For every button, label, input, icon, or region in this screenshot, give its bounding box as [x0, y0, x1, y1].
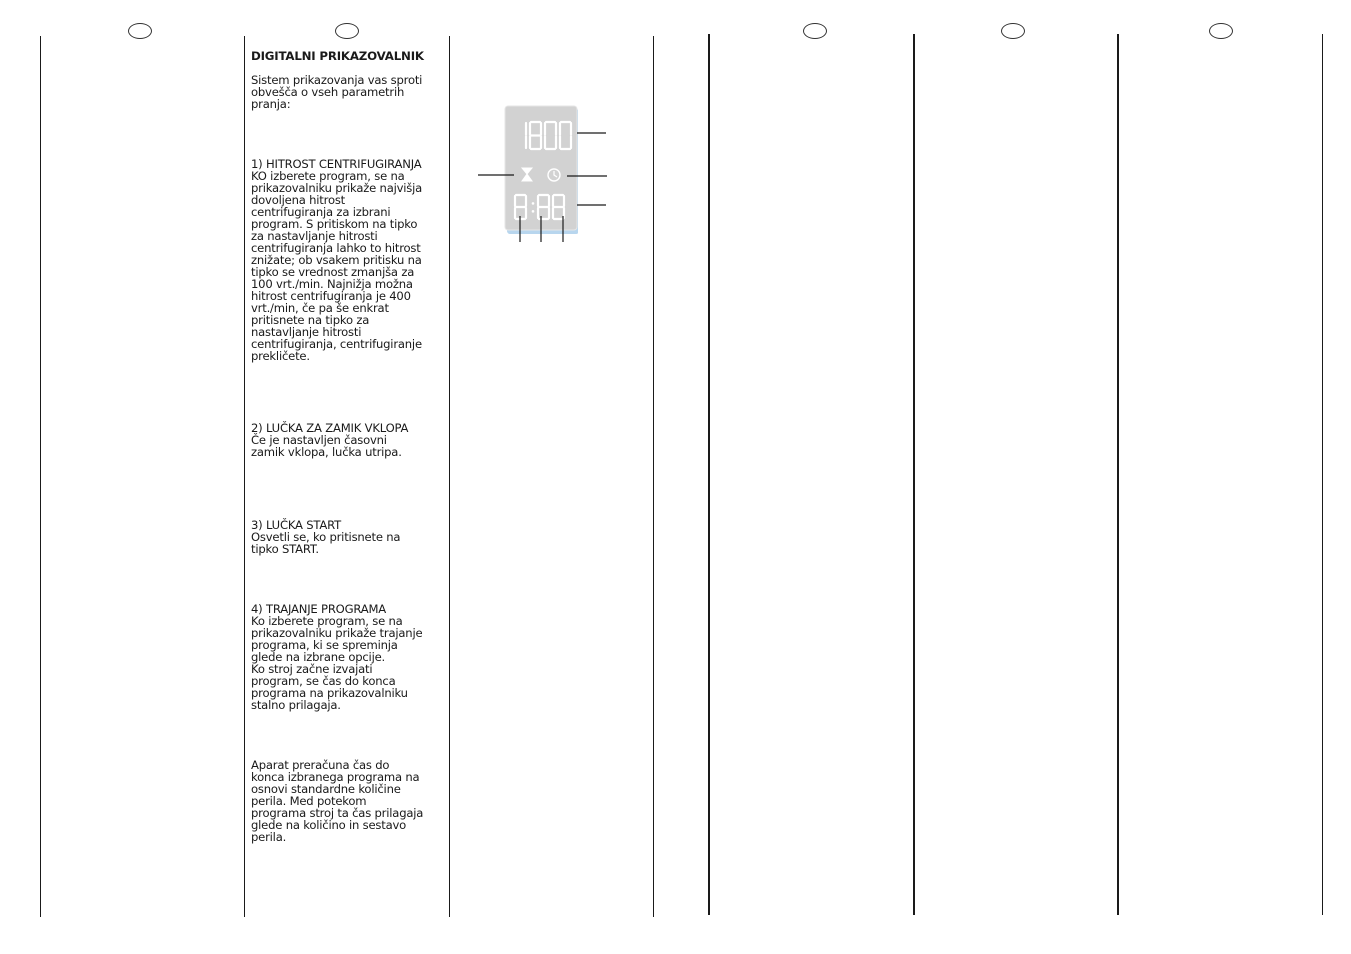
- section-heading: DIGITALNI PRIKAZOVALNIK: [251, 49, 424, 63]
- section-body-delay-light: Če je nastavljen časovni zamik vklopa, lučka utripa.: [251, 433, 402, 459]
- column-rule-5: [708, 34, 710, 915]
- column-rule-2: [244, 36, 245, 917]
- callout-lines: [476, 120, 616, 246]
- column-rule-7: [1117, 34, 1119, 915]
- column-rule-6: [913, 34, 915, 915]
- section-title-program-duration: 4) TRAJANJE PROGRAMA: [251, 602, 387, 616]
- section-body-program-duration: Ko izberete program, se na prikazovalniku prikaže trajanje programa, ki se spreminja glede na izbrane opcije. Ko stroj začne izvajati program, se čas do konca programa na prikazovalniku stalno prilagaja.: [251, 614, 423, 712]
- section-title-delay-light: 2) LUČKA ZA ZAMIK VKLOPA: [251, 421, 409, 435]
- language-oval: [803, 23, 827, 39]
- column-rule-3: [449, 36, 450, 917]
- language-oval: [1209, 23, 1233, 39]
- language-oval: [1001, 23, 1025, 39]
- closing-text: Aparat preračuna čas do konca izbranega programa na osnovi standardne količine perila. Med potekom programa stroj ta čas prilagaja glede na količino in sestavo perila.: [251, 758, 424, 844]
- column-rule-4: [653, 36, 654, 917]
- section-title-spin-speed: 1) HITROST CENTRIFUGIRANJA: [251, 157, 422, 171]
- column-rule-1: [40, 36, 41, 917]
- section-title-start-light: 3) LUČKA START: [251, 518, 342, 532]
- language-oval: [128, 23, 152, 39]
- intro-text: Sistem prikazovanja vas sproti obvešča o vseh parametrih pranja:: [251, 73, 423, 111]
- language-oval: [335, 23, 359, 39]
- section-body-start-light: Osvetli se, ko pritisnete na tipko START.: [251, 530, 401, 556]
- section-body-spin-speed: KO izberete program, se na prikazovalniku prikaže najvišja dovoljena hitrost centrifugiranja za izbrani program. S pritiskom na tipko za nastavljanje hitrosti centrifugiranja lahko to hitrost znižate; ob vsakem pritisku na tipko se vrednost zmanjša za 100 vrt./min. Najnižja možna hitrost centrifugiranja je 400 vrt./min, če pa še enkrat pritisnete na tipko za nastavljanje hitrosti centrifugiranja, centrifugiranje prekličete.: [251, 169, 423, 363]
- column-rule-8: [1322, 34, 1323, 915]
